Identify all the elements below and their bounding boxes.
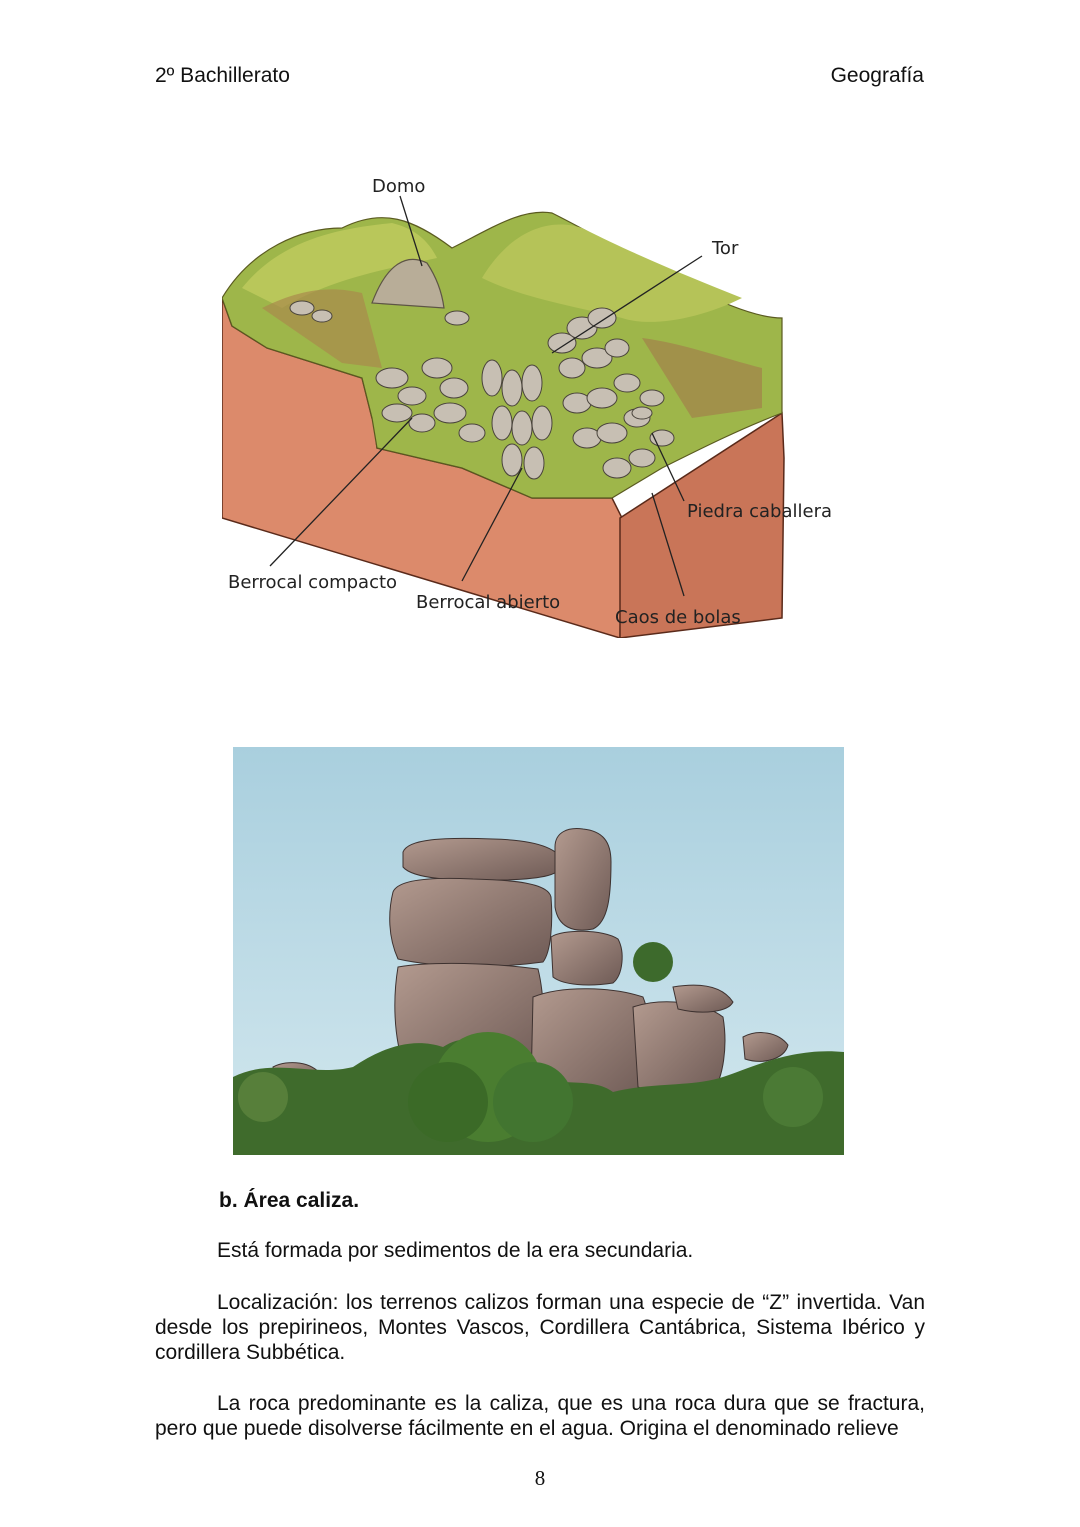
label-caos-de-bolas: Caos de bolas: [615, 607, 741, 628]
label-tor: Tor: [712, 238, 739, 259]
section-heading: b. Área caliza.: [219, 1189, 360, 1212]
header-course: 2º Bachillerato: [155, 64, 290, 87]
label-berrocal-abierto: Berrocal abierto: [416, 592, 561, 613]
label-berrocal-compacto: Berrocal compacto: [228, 572, 398, 593]
header-subject: Geografía: [830, 64, 924, 87]
label-piedra-caballera: Piedra caballera: [687, 501, 832, 522]
paragraph: Localización: los terrenos calizos forman una especie de “Z” invertida. Van desde los prepirineos, Montes Vascos, Cordillera Cantábrica, Sistema Ibérico y cordillera Subbética.: [155, 1291, 925, 1364]
shrub: [238, 1072, 288, 1122]
granite-boulders-photo: [233, 747, 844, 1155]
page-number: 8: [534, 1466, 546, 1490]
paragraph: Está formada por sedimentos de la era secundaria.: [217, 1239, 694, 1262]
shrub: [763, 1067, 823, 1127]
label-domo: Domo: [372, 176, 426, 197]
tree-canopy: [408, 1062, 488, 1142]
tree-canopy: [493, 1062, 573, 1142]
granite-landforms-diagram: [222, 168, 832, 638]
paragraph: La roca predominante es la caliza, que es una roca dura que se fractura, pero que puede disolverse fácilmente en el agua. Origina el denominado relieve: [155, 1392, 925, 1440]
small-tree: [633, 942, 673, 982]
